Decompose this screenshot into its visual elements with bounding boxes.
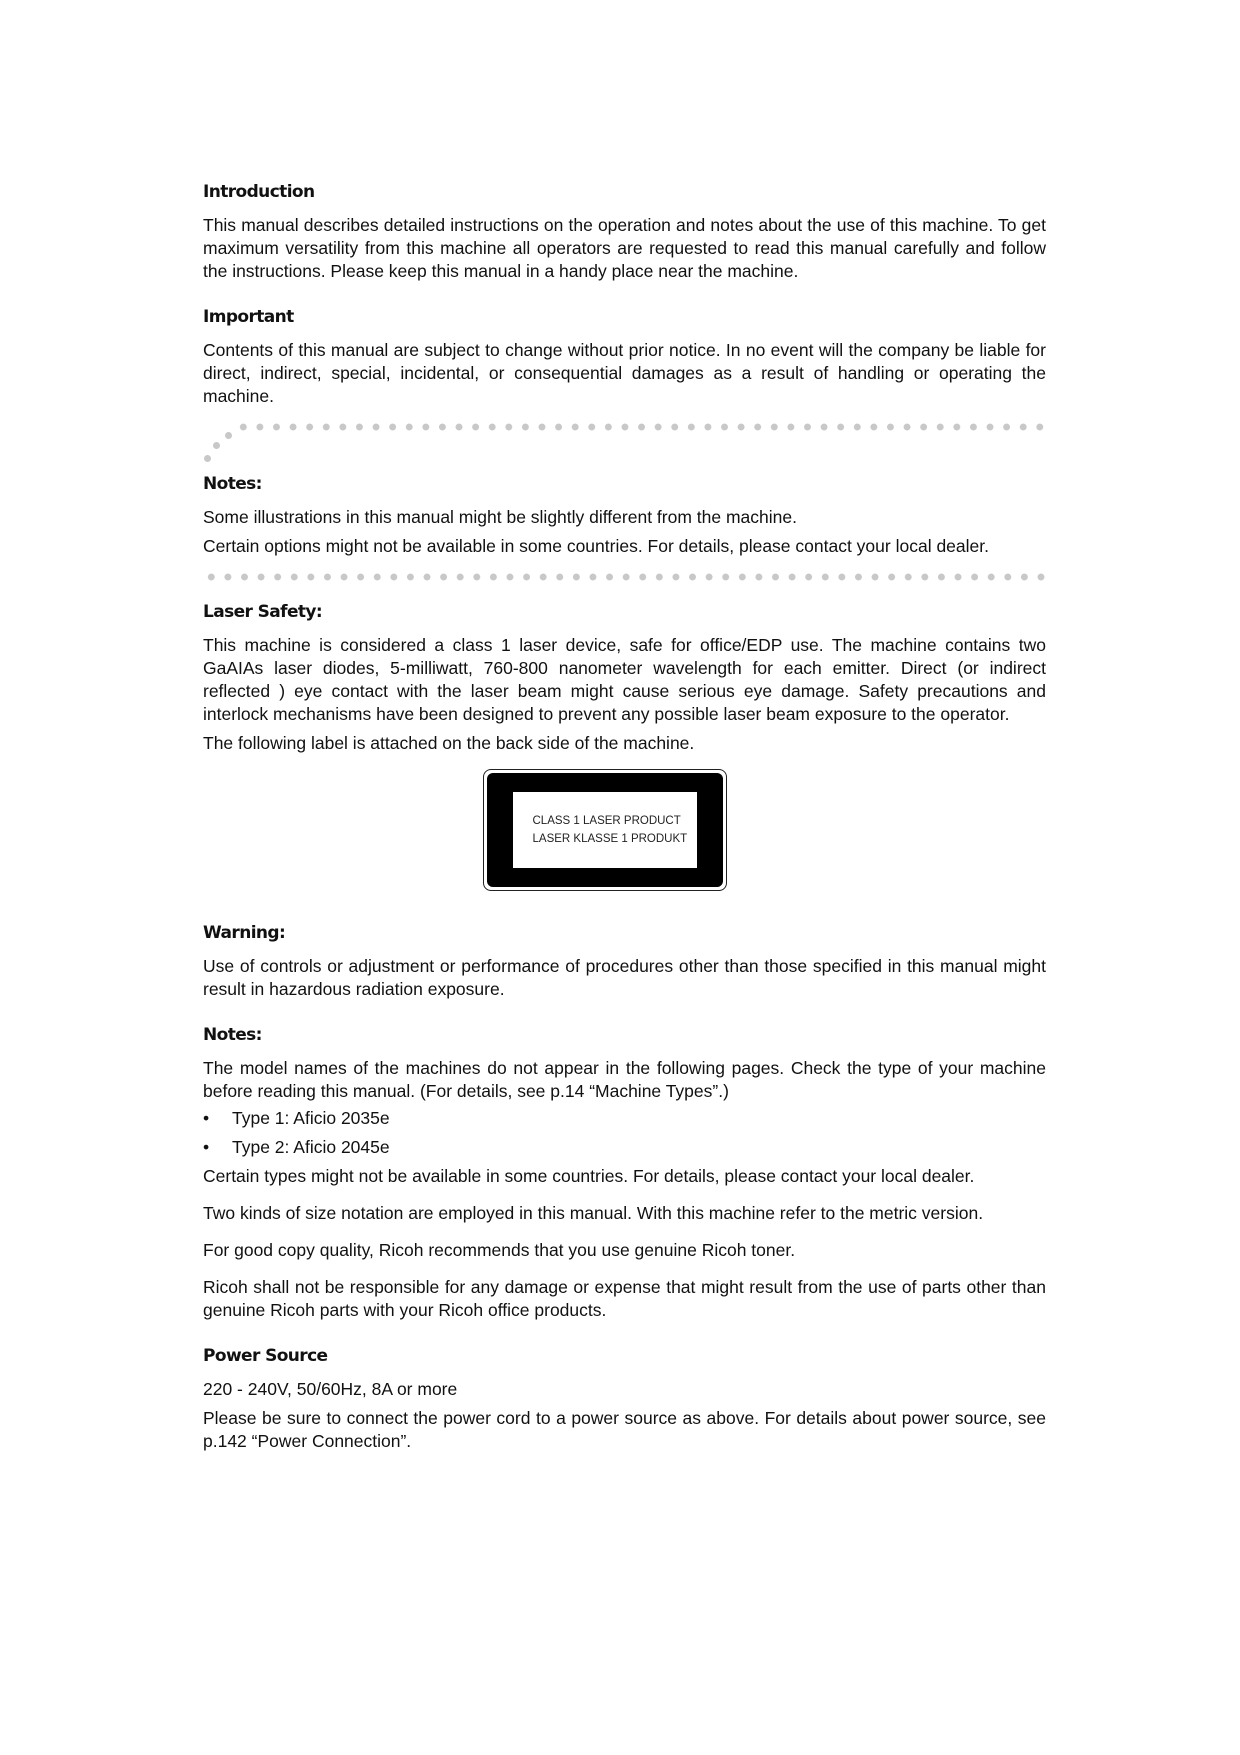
label-line-2: LASER KLASSE 1 PRODUKT [532, 833, 688, 845]
warning-section [203, 921, 1046, 1001]
type-2: Type 2: Aficio 2045e [232, 1137, 390, 1157]
laser-safety-section [203, 600, 1046, 891]
laser-safety-text: This machine is considered a class 1 laser device, safe for office/EDP use. The machine contains two GaAIAs laser diodes, 5-milliwatt, 760-800 nanometer wavelength for each emitter. Direct (or indirect reflected ) eye contact with the laser beam might cause serious eye damage. Safety precautions and interlock mechanisms have been designed to prevent any possible laser beam exposure to the operator. [203, 635, 1046, 724]
bullet-1: • [203, 1108, 210, 1128]
notes-line-1: Some illustrations in this manual might be slightly different from the machine. [203, 507, 797, 527]
size-notation-text: Two kinds of size notation are employed in this manual. With this machine refer to the metric version. [203, 1203, 984, 1223]
availability-text: Certain types might not be available in some countries. For details, please contact your local dealer. [203, 1166, 975, 1186]
responsibility-text: Ricoh shall not be responsible for any damage or expense that might result from the use of parts other than genuine Ricoh parts with your Ricoh office products. [203, 1277, 1046, 1320]
laser-product-label [483, 769, 727, 891]
dotted-divider-top [203, 422, 1046, 472]
notes2-intro: The model names of the machines do not appear in the following pages. Check the type of your machine before reading this manual. (For details, see p.14 “Machine Types”.) [203, 1058, 1046, 1101]
laser-safety-heading: Laser Safety: [203, 602, 323, 622]
label-note: The following label is attached on the back side of the machine. [203, 733, 695, 753]
warning-heading: Warning: [203, 923, 286, 943]
power-source-heading: Power Source [203, 1346, 328, 1366]
power-source-text: Please be sure to connect the power cord to a power source as above. For details about power source, see p.142 “Power Connection”. [203, 1408, 1046, 1451]
power-source-section [203, 1344, 1046, 1453]
notes-section-2 [203, 1023, 1046, 1322]
notes-heading-2: Notes: [203, 1025, 262, 1045]
notes-section-1 [203, 472, 1046, 558]
warning-text: Use of controls or adjustment or performance of procedures other than those specified in this manual might result in hazardous radiation exposure. [203, 956, 1046, 999]
manual-page [203, 180, 1046, 1453]
type-1: Type 1: Aficio 2035e [232, 1108, 390, 1128]
dotted-divider-bottom [203, 572, 1046, 582]
label-line-1: CLASS 1 LASER PRODUCT [532, 815, 681, 827]
notes-heading-1: Notes: [203, 474, 262, 494]
power-spec: 220 - 240V, 50/60Hz, 8A or more [203, 1379, 458, 1399]
important-heading: Important [203, 307, 294, 327]
list-item [203, 1136, 1046, 1159]
notes-line-2: Certain options might not be available in some countries. For details, please contact your local dealer. [203, 536, 989, 556]
introduction-text: This manual describes detailed instructions on the operation and notes about the use of this machine. To get maximum versatility from this machine all operators are requested to read this manual carefully and follow the instructions. Please keep this manual in a handy place near the machine. [203, 215, 1046, 281]
machine-type-list [203, 1107, 1046, 1159]
important-section [203, 305, 1046, 408]
bullet-2: • [203, 1137, 210, 1157]
list-item [203, 1107, 1046, 1130]
introduction-heading: Introduction [203, 182, 315, 202]
toner-text: For good copy quality, Ricoh recommends that you use genuine Ricoh toner. [203, 1240, 796, 1260]
introduction-section [203, 180, 1046, 283]
important-text: Contents of this manual are subject to change without prior notice. In no event will the company be liable for direct, indirect, special, incidental, or consequential damages as a result of handling or operating the machine. [203, 340, 1046, 406]
